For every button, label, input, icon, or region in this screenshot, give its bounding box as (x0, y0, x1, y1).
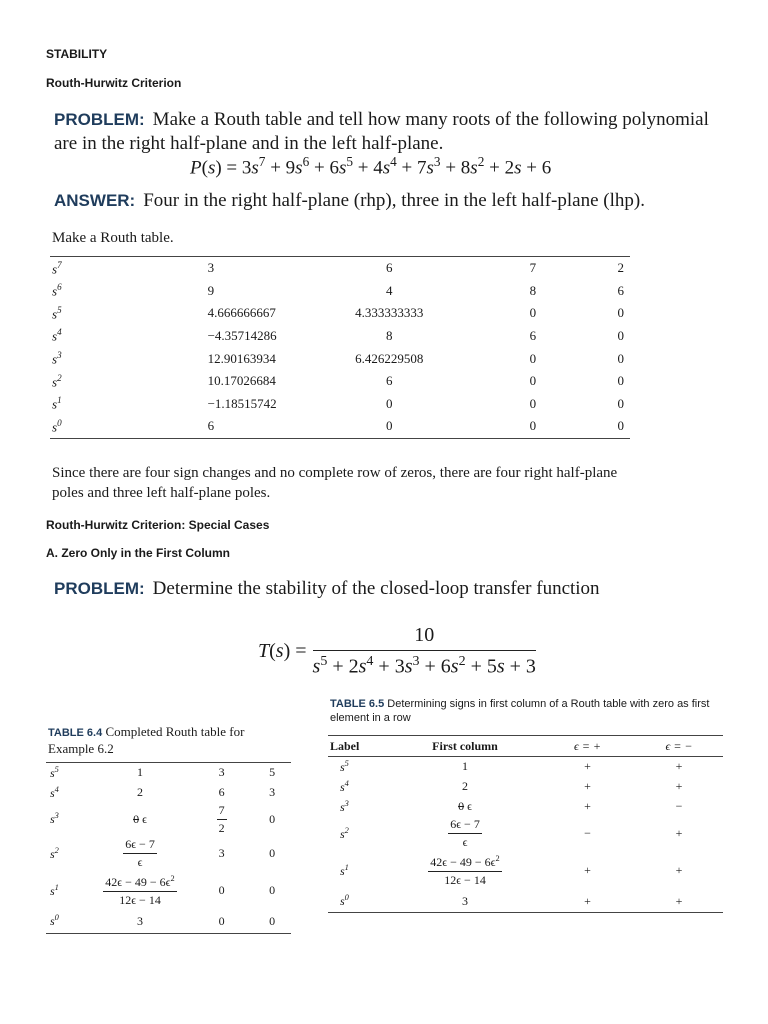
routh-conclusion: Since there are four sign changes and no complete row of zeros, there are four right half-plane poles and three left half-plane poles. (52, 465, 618, 501)
row-label: $s^3$ (52, 350, 62, 367)
cell-c4: 6 (617, 282, 624, 298)
header-eps-neg: ϵ = − (635, 736, 723, 757)
cell-c2: 6 (385, 260, 393, 276)
cell-c2: 4.333333333 (355, 305, 424, 321)
zero-first-column-heading: A. Zero Only in the First Column (46, 546, 231, 560)
tf-denominator: $s^5 + 2s^4 + 3s^3 + 6s^2 + 5s + 3$ (312, 654, 536, 678)
cell-c3: 0 (529, 305, 537, 321)
routh-row (50, 280, 630, 303)
cell-c2: 4 (385, 282, 393, 298)
transfer-function-fraction (313, 624, 536, 679)
routh-row (50, 347, 630, 370)
cell-c1: −4.35714286 (207, 328, 277, 344)
routh-row (50, 393, 630, 416)
cell-c4: 0 (617, 305, 624, 321)
problem-2 (54, 577, 734, 601)
cell-c1: 3 (207, 260, 215, 276)
routh-table-1 (50, 256, 630, 439)
cell-c4: 0 (617, 350, 624, 366)
cell-c4: 0 (617, 373, 624, 389)
table-6-5-label: TABLE 6.5 (330, 698, 385, 710)
answer-keyword: ANSWER: (54, 191, 136, 210)
problem-2-keyword: PROBLEM: (54, 579, 145, 598)
answer-1-text: Four in the right half-plane (rhp), three in the left half-plane (lhp). (143, 190, 645, 211)
cell-c3: 0 (529, 395, 537, 411)
special-cases-heading: Routh-Hurwitz Criterion: Special Cases (46, 518, 270, 532)
routh-row (50, 257, 630, 280)
cell-c3: 0 (529, 373, 537, 389)
header-first-column: First column (390, 736, 540, 757)
cell-c1: 6 (207, 418, 215, 434)
cell-c1: −1.18515742 (207, 395, 277, 411)
routh-row (50, 415, 630, 438)
cell-c3: 6 (529, 328, 537, 344)
row-label: $s^4$ (52, 327, 62, 344)
table-6-5-caption (330, 697, 720, 725)
row-label: $s^7$ (52, 259, 62, 276)
stability-heading: STABILITY (46, 47, 108, 61)
cell-c3: 0 (529, 350, 537, 366)
routh-row (50, 302, 630, 325)
table-6-5-caption-text: Determining signs in first column of a Routh table with zero as first element in a row (330, 698, 710, 724)
cell-c1: 4.666666667 (207, 305, 276, 321)
cell-c2: 0 (385, 395, 393, 411)
problem-1 (54, 108, 734, 156)
table-6-4-caption (48, 724, 278, 756)
routh-row (50, 325, 630, 348)
transfer-function: T(s) = $\frac{10}{s^5 + 2s^4 + 3s^3 + 6s^2 + 5s + 3}$ (258, 624, 536, 678)
answer-1 (54, 189, 734, 213)
routh-row (50, 370, 630, 393)
make-routh-table-text: Make a Routh table. (52, 230, 174, 246)
cell-c3: 0 (529, 418, 537, 434)
table-6-4-label: TABLE 6.4 (48, 727, 103, 739)
row-label: $s^2$ (52, 372, 62, 389)
problem-2-text: Determine the stability of the closed-loop transfer function (152, 578, 600, 599)
table-6-4-caption-text: Completed Routh table for Example 6.2 (48, 724, 245, 756)
cell-c1: 10.17026684 (207, 373, 276, 389)
cell-c2: 6.426229508 (355, 350, 424, 366)
cell-c2: 0 (385, 418, 393, 434)
cell-c4: 2 (617, 260, 624, 276)
routh-table-6-4: $s^5$ 1 3 5 $s^4$ 2 6 3 $s^3$ 0 ϵ $\frac{7}{2}$ 0 $s^2$ $\frac{6\epsilon - 7}{\epsilon}$ 3 0 $s^1$ $\frac{42\epsilon - 49 - 6\epsilon^2}{12\epsilon - 14}$ 0 0 $s^0$ 3 0 0 (46, 762, 291, 934)
problem-1-text: Make a Routh table and tell how many roots of the following polynomial are in the right half-plane and in the left half-plane. (54, 109, 709, 154)
cell-c3: 8 (529, 282, 537, 298)
cell-c3: 7 (529, 260, 537, 276)
cell-c2: 8 (385, 328, 393, 344)
row-label: $s^0$ (52, 417, 62, 435)
cell-c1: 12.90163934 (207, 350, 276, 366)
problem-keyword: PROBLEM: (54, 110, 145, 129)
row-label: $s^6$ (52, 282, 62, 299)
routh-table-6-5: Label First column ϵ = + ϵ = − $s^5$ 1 + + $s^4$ 2 + + $s^3$ 0 ϵ + − $s^2$ $\frac{6\epsilon - 7}{\epsilon}$ − + $s^1$ $\frac{42\epsilon - 49 - 6\epsilon^2}{12\epsilon - 14}$ + + $s^0$ 3 + + (328, 735, 723, 913)
row-label: $s^5$ (52, 304, 62, 322)
polynomial-equation: $P(s) = 3s^7 + 9s^6 + 6s^5 + 4s^4 + 7s^3 + 8s^2 + 2s + 6$ (190, 154, 552, 179)
row-label: $s^1$ (52, 395, 62, 412)
cell-c4: 0 (617, 418, 624, 434)
tf-numerator: 10 (313, 624, 536, 651)
cell-c4: 0 (617, 328, 624, 344)
header-label: Label (328, 736, 390, 757)
routh-hurwitz-heading: Routh-Hurwitz Criterion (46, 76, 182, 90)
cell-c2: 6 (385, 373, 393, 389)
cell-c1: 9 (207, 282, 215, 298)
cell-c4: 0 (617, 395, 624, 411)
header-eps-pos: ϵ = + (540, 736, 635, 757)
